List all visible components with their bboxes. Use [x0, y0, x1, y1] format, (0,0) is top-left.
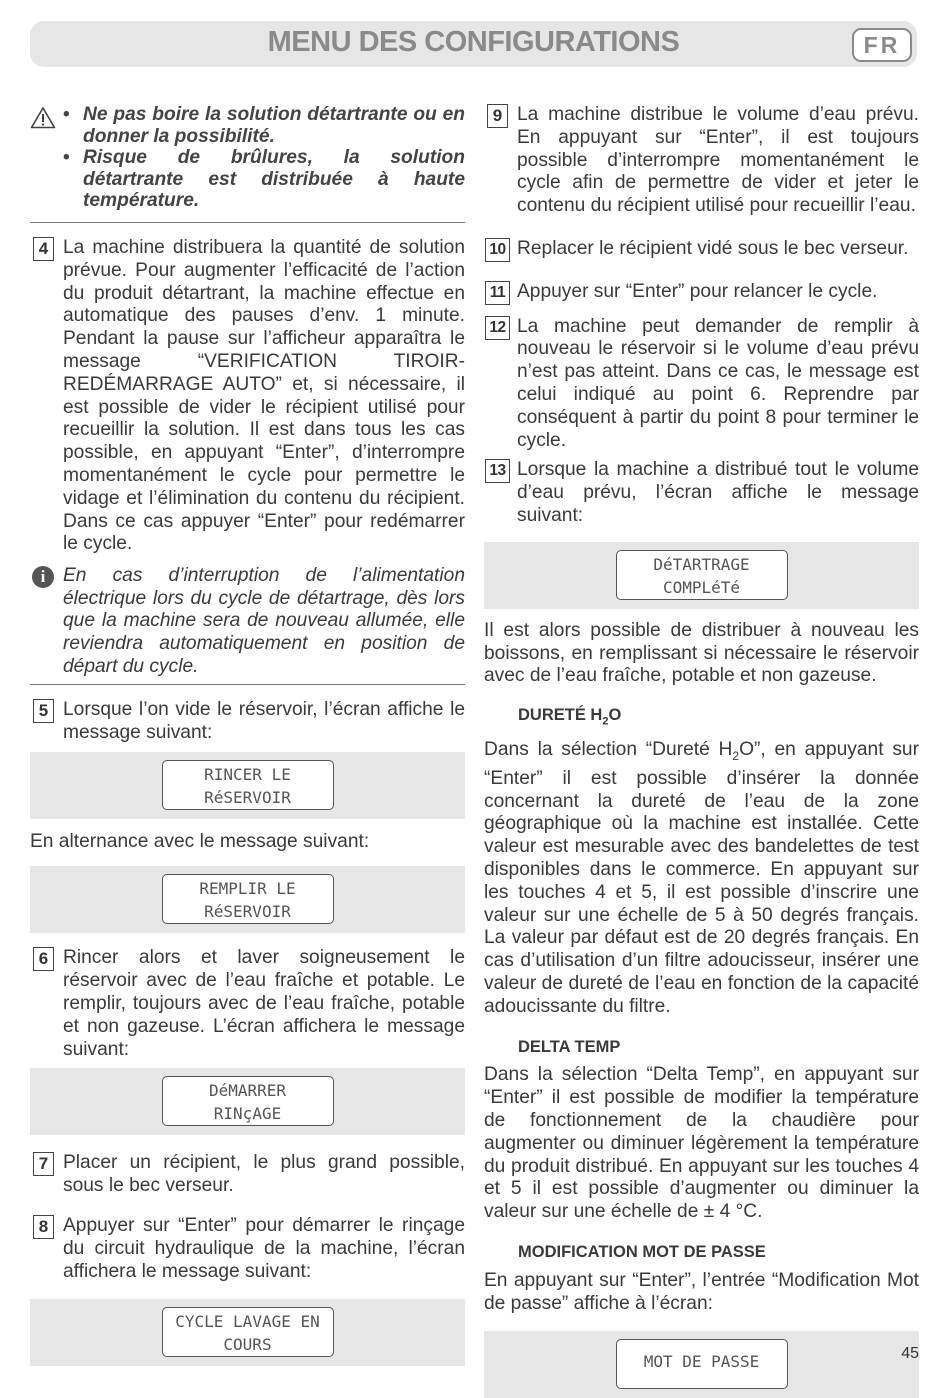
lcd-display [162, 1307, 334, 1357]
lcd-line: RINCER LE [204, 764, 291, 784]
lcd-line: COURS [223, 1335, 272, 1355]
info-icon: i [32, 566, 54, 588]
step-number: 11 [485, 281, 510, 305]
lcd-display [162, 1076, 334, 1126]
lcd-display [162, 760, 334, 810]
display-panel [30, 752, 465, 819]
display-panel [484, 1331, 919, 1398]
warning-block [30, 104, 465, 223]
lcd-display [616, 550, 788, 600]
section-title-hardness: DURETÉ $H_2O$ [518, 706, 622, 728]
warning-item: • Ne pas boire la solution détartrante ou en donner la possibilité. [83, 104, 465, 147]
section-title-delta: DELTA TEMP [518, 1037, 621, 1056]
lcd-line: RéSERVOIR [204, 902, 291, 922]
info-text: En cas d’interruption de l’alimentation électrique lors du cycle de détartrage, dès lors que la machine sera de nouveau allumée, elle reviendra automatiquement en position de départ du cycle. [63, 565, 465, 677]
lcd-line: DéTARTRAGE [653, 554, 750, 574]
left-column [30, 96, 465, 1366]
step-5 [30, 699, 465, 745]
lcd-line: CYCLE LAVAGE EN [175, 1312, 320, 1332]
step-text: Replacer le récipient vidé sous le bec verseur. [517, 237, 909, 259]
step-9 [484, 104, 919, 218]
display-panel [30, 1068, 465, 1135]
section-text-delta: Dans la sélection “Delta Temp”, en appuyant sur “Enter” il est possible de modifier la température de fonctionnement de la chaudière pour augmenter ou diminuer légèrement la température du produit distribué. En appuyant sur les touches 4 et 5 il est possible d’augmenter ou diminuer la valeur sur une échelle de ± 4 °C. [484, 1064, 919, 1223]
info-note [30, 565, 465, 685]
step-number: 8 [33, 1215, 54, 1239]
step-text: La machine distribuera la quantité de solution prévue. Pour augmenter l’efficacité de l’action du produit détartrant, la machine effectue en automatique des pauses d’env. 1 minute. Pendant la pause sur l’afficheur apparaîtra le message “VERIFICATION TIROIR-REDÉMARRAGE AUTO” et, si nécessaire, il est possible de vider le récipient utilisé pour recueillir la solution. Il est dans tous les cas possible, en appuyant “Enter”, d’interrompre momentanément le cycle pour permettre le vidage et l’élimination du contenu du récipient. Dans ce cas appuyer “Enter” pour redémarrer le cycle. [63, 236, 465, 555]
step-number: 4 [33, 237, 54, 261]
step-11 [484, 281, 919, 304]
language-badge: FR [852, 28, 912, 62]
step-number: 13 [485, 459, 510, 483]
alternate-text: En alternance avec le message suivant: [30, 830, 370, 852]
step-number: 7 [33, 1152, 54, 1176]
step-text: Lorsque la machine a distribué tout le volume d’eau prévu, l’écran affiche le message suivant: [517, 459, 919, 526]
section-title-password: MODIFICATION MOT DE PASSE [518, 1243, 766, 1261]
step-text: Lorsque l’on vide le réservoir, l’écran affiche le message suivant: [63, 699, 465, 743]
lcd-line: RéSERVOIR [204, 787, 291, 807]
lcd-line: DéMARRER [208, 1081, 287, 1101]
lcd-line: REMPLIR LE [199, 879, 296, 899]
step-text: Appuyer sur “Enter” pour relancer le cycle. [517, 280, 878, 302]
step-text: La machine peut demander de remplir à nouveau le réservoir si le volume d’eau prévu n’est pas atteint. Dans ce cas, le message est celui indiqué au point 6. Reprendre par conséquent à partir du point 8 pour terminer le cycle. [517, 315, 919, 451]
lcd-display [162, 874, 334, 924]
section-text-hardness: Dans la sélection “Dureté $H_2O$”, en appuyant sur “Enter” il est possible d’insérer la donnée concernant la dureté de l’eau de la zone géographique où la machine est installée. Cette valeur est mesurable avec des bandelettes de test disponibles dans le commerce. En appuyant sur les touches 4 et 5, il est possible d’inscrire une valeur sur une échelle de 5 à 50 degrés français. La valeur par défaut est de 20 degrés français. En cas d’utilisation d’un filtre adoucisseur, insérer une valeur de dureté de l’eau en fonction de la capacité adoucissante du filtre. [484, 739, 919, 1017]
step-text: Placer un récipient, le plus grand possible, sous le bec verseur. [63, 1152, 465, 1197]
step-text: La machine distribue le volume d’eau prévu. En appuyant sur “Enter”, il est toujours possible d’interrompre momentanément le cycle afin de permettre de vider et jeter le contenu du récipient utilisé pour recueillir l’eau. [517, 104, 919, 217]
step-6 [30, 947, 465, 1061]
step-13 [484, 459, 919, 527]
step-text: Appuyer sur “Enter” pour démarrer le rinçage du circuit hydraulique de la machine, l’écran affichera le message suivant: [63, 1215, 465, 1282]
display-panel [30, 1299, 465, 1366]
lcd-line: MOT DE PASSE [643, 1352, 760, 1372]
step-number: 12 [485, 316, 510, 340]
step-8 [30, 1215, 465, 1283]
step-4 [30, 237, 465, 556]
display-panel [30, 866, 465, 933]
lcd-display [616, 1339, 788, 1389]
after-done-text: Il est alors possible de distribuer à nouveau les boissons, en remplissant si nécessaire le réservoir avec de l’eau fraîche, potable et non gazeuse. [484, 619, 919, 687]
header-bar [30, 21, 917, 67]
right-column [484, 96, 919, 1398]
display-panel [484, 542, 919, 609]
step-number: 5 [33, 699, 54, 723]
section-text-password: En appuyant sur “Enter”, l’entrée “Modification Mot de passe” affiche à l’écran: [484, 1269, 919, 1314]
step-10 [484, 238, 919, 261]
lcd-line: COMPLéTé [662, 577, 741, 597]
page-number: 45 [901, 1345, 919, 1362]
step-12 [484, 316, 919, 453]
warning-triangle-icon [30, 106, 56, 129]
step-number: 10 [485, 238, 510, 262]
step-number: 9 [487, 104, 508, 128]
lcd-line: RINçAGE [213, 1104, 282, 1124]
warning-item: • Risque de brûlures, la solution détartrante est distribuée à haute température. [83, 147, 465, 212]
warning-list [63, 104, 465, 212]
step-7 [30, 1152, 465, 1198]
step-number: 6 [33, 947, 54, 971]
step-text: Rincer alors et laver soigneusement le réservoir avec de l’eau fraîche et potable. Le remplir, toujours avec de l’eau fraîche, potable et non gazeuse. L’écran affichera le message suivant: [63, 947, 465, 1060]
page-title: MENU DES CONFIGURATIONS [267, 26, 680, 58]
